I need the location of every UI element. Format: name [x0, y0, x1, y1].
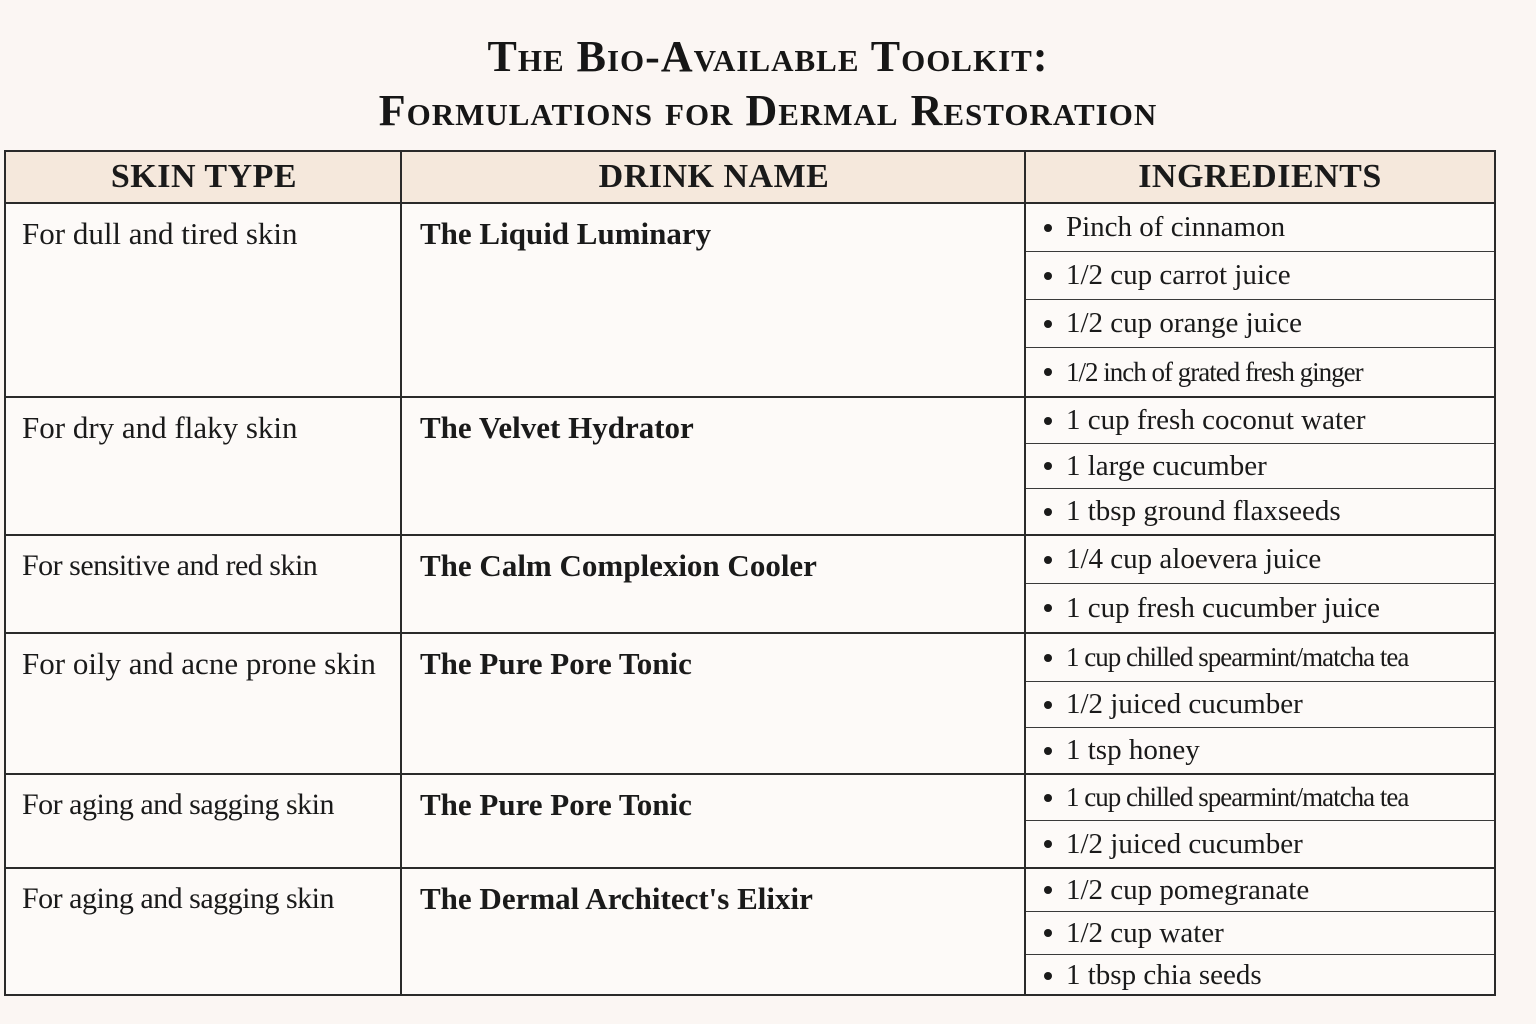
bullet-icon [1044, 417, 1052, 425]
bullet-icon [1044, 840, 1052, 848]
title-line-1: The Bio-Available Toolkit: [487, 32, 1049, 81]
bullet-icon [1044, 508, 1052, 516]
formulations-table [4, 150, 1496, 996]
skin-type-cell: For sensitive and red skin [22, 549, 318, 582]
ingredient-item: 1/2 cup orange juice [1026, 300, 1494, 348]
bullet-icon [1044, 654, 1052, 662]
table-row [6, 869, 1494, 996]
ingredient-item: 1 large cucumber [1026, 444, 1494, 489]
ingredient-item: 1/2 juiced cucumber [1026, 682, 1494, 728]
ingredient-item: 1 tbsp chia seeds [1026, 955, 1494, 996]
ingredient-item: 1/2 cup carrot juice [1026, 252, 1494, 300]
skin-type-cell: For aging and sagging skin [22, 788, 334, 821]
bullet-icon [1044, 929, 1052, 937]
skin-type-cell: For aging and sagging skin [22, 882, 334, 915]
ingredient-item: 1/2 inch of grated fresh ginger [1026, 348, 1494, 396]
bullet-icon [1044, 462, 1052, 470]
ingredients-cell [1026, 536, 1494, 632]
ingredient-item: 1 tbsp ground flaxseeds [1026, 489, 1494, 534]
header-drink-name: DRINK NAME [598, 158, 830, 195]
bullet-icon [1044, 224, 1052, 232]
ingredients-cell [1026, 398, 1494, 534]
bullet-icon [1044, 972, 1052, 980]
header-ingredients: INGREDIENTS [1138, 158, 1382, 195]
skin-type-cell: For dry and flaky skin [22, 410, 298, 445]
ingredient-item: Pinch of cinnamon [1026, 204, 1494, 252]
ingredient-item: 1 cup fresh coconut water [1026, 398, 1494, 444]
skin-type-cell: For oily and acne prone skin [22, 646, 376, 681]
ingredients-cell [1026, 204, 1494, 396]
ingredient-item: 1 cup chilled spearmint/matcha tea [1026, 634, 1494, 682]
bullet-icon [1044, 320, 1052, 328]
ingredients-cell [1026, 869, 1494, 996]
bullet-icon [1044, 556, 1052, 564]
ingredient-item: 1 tsp honey [1026, 728, 1494, 773]
table-row [6, 775, 1494, 869]
table-row [6, 398, 1494, 536]
ingredient-item: 1 cup fresh cucumber juice [1026, 584, 1494, 632]
bullet-icon [1044, 272, 1052, 280]
drink-name-cell: The Liquid Luminary [420, 216, 712, 251]
ingredient-item: 1/2 cup water [1026, 912, 1494, 955]
drink-name-cell: The Calm Complexion Cooler [420, 548, 817, 583]
drink-name-cell: The Pure Pore Tonic [420, 646, 692, 681]
table-row [6, 204, 1494, 398]
bullet-icon [1044, 886, 1052, 894]
skin-type-cell: For dull and tired skin [22, 216, 298, 251]
bullet-icon [1044, 604, 1052, 612]
drink-name-cell: The Pure Pore Tonic [420, 787, 692, 822]
bullet-icon [1044, 701, 1052, 709]
table-row [6, 536, 1494, 634]
ingredient-item: 1/2 juiced cucumber [1026, 821, 1494, 867]
header-skin-type: SKIN TYPE [110, 158, 298, 195]
ingredient-item: 1/4 cup aloevera juice [1026, 536, 1494, 584]
drink-name-cell: The Velvet Hydrator [420, 410, 694, 445]
table-header-row [6, 152, 1494, 204]
bullet-icon [1044, 368, 1052, 376]
column-divider [1024, 152, 1026, 994]
bullet-icon [1044, 747, 1052, 755]
column-divider [400, 152, 402, 994]
table-body [6, 204, 1494, 994]
page-title [0, 30, 1536, 138]
ingredient-item: 1/2 cup pomegranate [1026, 869, 1494, 912]
ingredient-item: 1 cup chilled spearmint/matcha tea [1026, 775, 1494, 821]
title-line-2: Formulations for Dermal Restoration [378, 86, 1158, 135]
table-row [6, 634, 1494, 775]
ingredients-cell [1026, 775, 1494, 867]
bullet-icon [1044, 794, 1052, 802]
drink-name-cell: The Dermal Architect's Elixir [420, 881, 813, 916]
ingredients-cell [1026, 634, 1494, 773]
